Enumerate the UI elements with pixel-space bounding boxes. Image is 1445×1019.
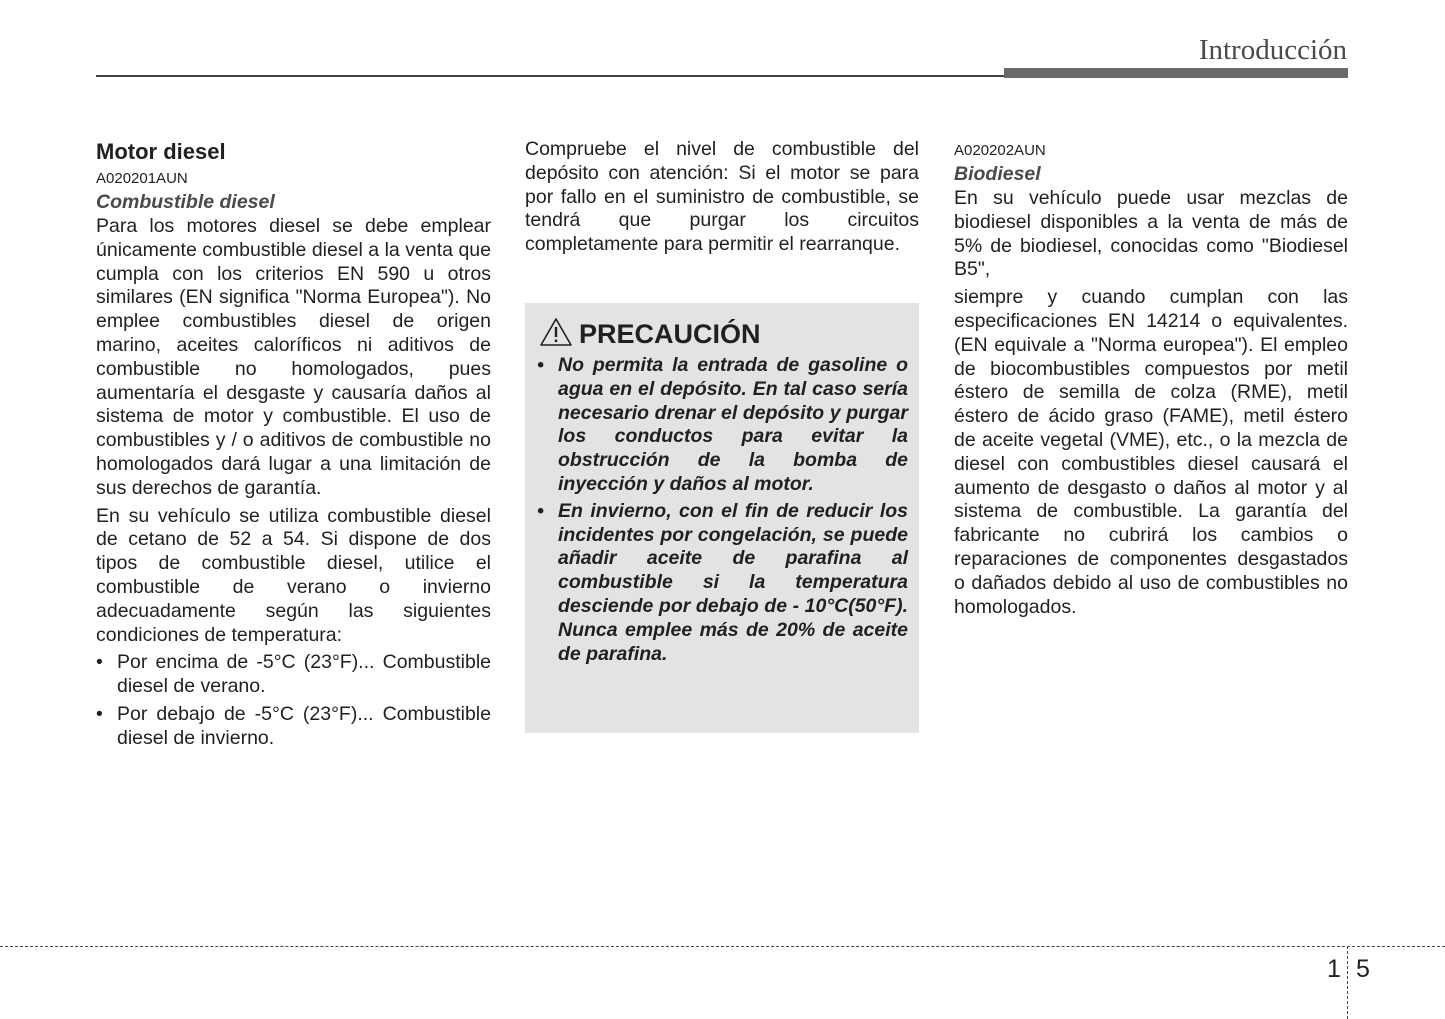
list-item-text: Por encima de -5°C (23°F)... Combustible diesel de verano. [117,651,491,698]
header-rule-accent [1004,68,1348,78]
bullet-icon: • [96,702,103,725]
column-middle [525,138,919,257]
section-heading: Motor diesel [96,139,226,164]
list-item [96,651,491,699]
paragraph-fuel-level: Compruebe el nivel de combustible del depósito con atención: Si el motor se para por fallo en el suministro de combustible, se tendrá que purgar los circuitos completamente para permitir el rearranque. [525,138,919,256]
list-item-text: Por debajo de -5°C (23°F)... Combustible diesel de invierno. [117,702,491,749]
chapter-number: 1 [1327,955,1341,983]
caution-item [537,500,908,667]
caution-item-text: No permita la entrada de gasoline o agua en el depósito. En tal caso sería necesario drenar el depósito y purgar los conductos para evitar la obstrucción de la bomba de inyección y daños al motor. [558,354,908,495]
section-code: A020201AUN [96,170,188,187]
bullet-icon: • [96,651,103,674]
footer-rule [0,946,1445,947]
header-rule [96,75,1006,77]
bullet-icon: • [537,354,544,376]
subheading-biodiesel: Biodiesel [954,163,1041,185]
paragraph-cetane: En su vehículo se utiliza combustible diesel de cetano de 52 a 54. Si dispone de dos tipos de combustible diesel, utilice el combustible de verano o invierno adecuadamente según las siguientes condiciones de temperatura: [96,504,491,646]
subheading-diesel: Combustible diesel [96,191,275,213]
caution-list [537,354,908,669]
column-right [954,138,1348,619]
paragraph-diesel-requirements: Para los motores diesel se debe emplear únicamente combustible diesel a la venta que cumpla con los criterios EN 590 u otros similares (EN significa "Norma Europea"). No emplee combustibles diesel de origen marino, aceites caloríficos ni aditivos de combustible no homologados, pues aumentaría el desgaste y causaría daños al sistema de motor y combustible. El uso de combustibles y / o aditivos de combustible no homologados dará lugar a una limitación de sus derechos de garantía. [96,215,491,499]
paragraph-biodiesel-specs: siempre y cuando cumplan con las especificaciones EN 14214 o equivalentes. (EN equivale a "Norma europea"). El empleo de biocombustibles compuestos por metil éstero de semilla de colza (RME), metil éstero de ácido graso (FAME), metil éstero de aceite vegetal (VME), etc., o la mezcla de diesel con combustibles diesel causará el aumento de desgasto o daños al motor y al sistema de combustible. La garantía del fabricante no cubrirá los cambios o reparaciones de componentes desgastados o dañados debido al uso de combustibles no homologados. [954,286,1348,618]
warning-triangle-icon [539,317,573,347]
bullet-icon: • [537,499,544,522]
temperature-list [96,651,491,750]
page-number: 5 [1356,955,1370,983]
caution-box [525,303,919,733]
list-item [96,703,491,751]
caution-item [537,354,908,497]
caution-item-text: En invierno, con el fin de reducir los incidentes por congelación, se puede añadir aceite de parafina al combustible si la temperatura desciende por debajo de - 10°C(50°F). Nunca emplee más de 20% de aceite de parafina. [558,499,908,665]
column-left [96,138,491,755]
caution-title: PRECAUCIÓN [579,319,761,349]
paragraph-biodiesel-intro: En su vehículo puede usar mezclas de biodiesel disponibles a la venta de más de 5% de biodiesel, conocidas como "Biodiesel B5", [954,187,1348,281]
page-number-divider [1347,946,1348,1019]
page-header-title: Introducción [1198,34,1347,66]
section-code: A020202AUN [954,142,1046,159]
